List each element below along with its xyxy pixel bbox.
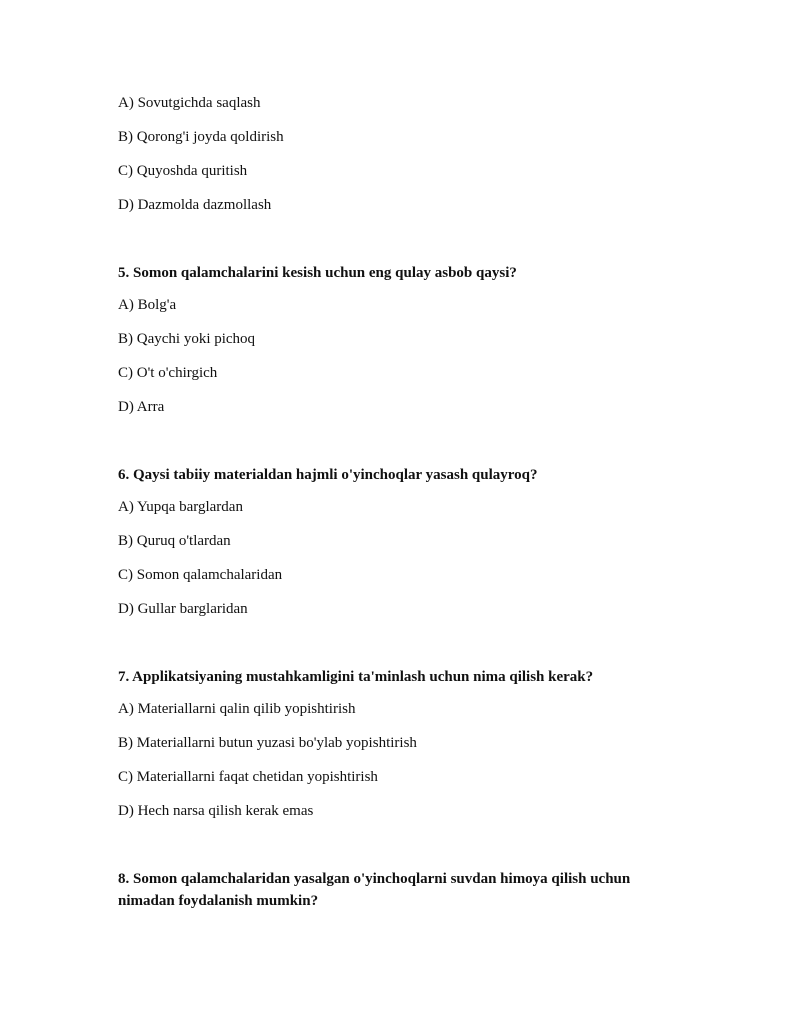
option-c: C) Materiallarni faqat chetidan yopishtirish: [118, 769, 378, 785]
option-b: B) Materiallarni butun yuzasi bo'ylab yopishtirish: [118, 735, 417, 751]
option-c: C) Quyoshda quritish: [118, 163, 248, 179]
question-6-title: 6. Qaysi tabiiy materialdan hajmli o'yinchoqlar yasash qulayroq?: [118, 467, 538, 483]
option-d: D) Gullar barglaridan: [118, 601, 248, 617]
option-c: C) O't o'chirgich: [118, 365, 218, 381]
spacer: [118, 432, 718, 464]
option-c: C) Somon qalamchalaridan: [118, 567, 283, 583]
question-7: [118, 666, 718, 820]
quiz-page: [118, 94, 718, 924]
option-d: D) Dazmolda dazmollash: [118, 197, 272, 213]
option-b: B) Qorong'i joyda qoldirish: [118, 129, 284, 145]
option-a: A) Bolg'a: [118, 297, 177, 313]
question-5: [118, 262, 718, 416]
option-b: B) Quruq o'tlardan: [118, 533, 231, 549]
option-d: D) Hech narsa qilish kerak emas: [118, 803, 314, 819]
question-8-title: 8. Somon qalamchalaridan yasalgan o'yinchoqlarni suvdan himoya qilish uchun nimadan foydalanish mumkin?: [118, 871, 631, 909]
question-4-options: [118, 94, 718, 214]
spacer: [118, 836, 718, 868]
question-7-title: 7. Applikatsiyaning mustahkamligini ta'minlash uchun nima qilish kerak?: [118, 669, 594, 685]
option-a: A) Yupqa barglardan: [118, 499, 243, 515]
spacer: [118, 634, 718, 666]
option-a: A) Sovutgichda saqlash: [118, 95, 261, 111]
question-8: [118, 868, 718, 912]
question-5-title: 5. Somon qalamchalarini kesish uchun eng qulay asbob qaysi?: [118, 265, 517, 281]
spacer: [118, 230, 718, 262]
option-a: A) Materiallarni qalin qilib yopishtirish: [118, 701, 356, 717]
question-6: [118, 464, 718, 618]
option-d: D) Arra: [118, 399, 165, 415]
option-b: B) Qaychi yoki pichoq: [118, 331, 256, 347]
